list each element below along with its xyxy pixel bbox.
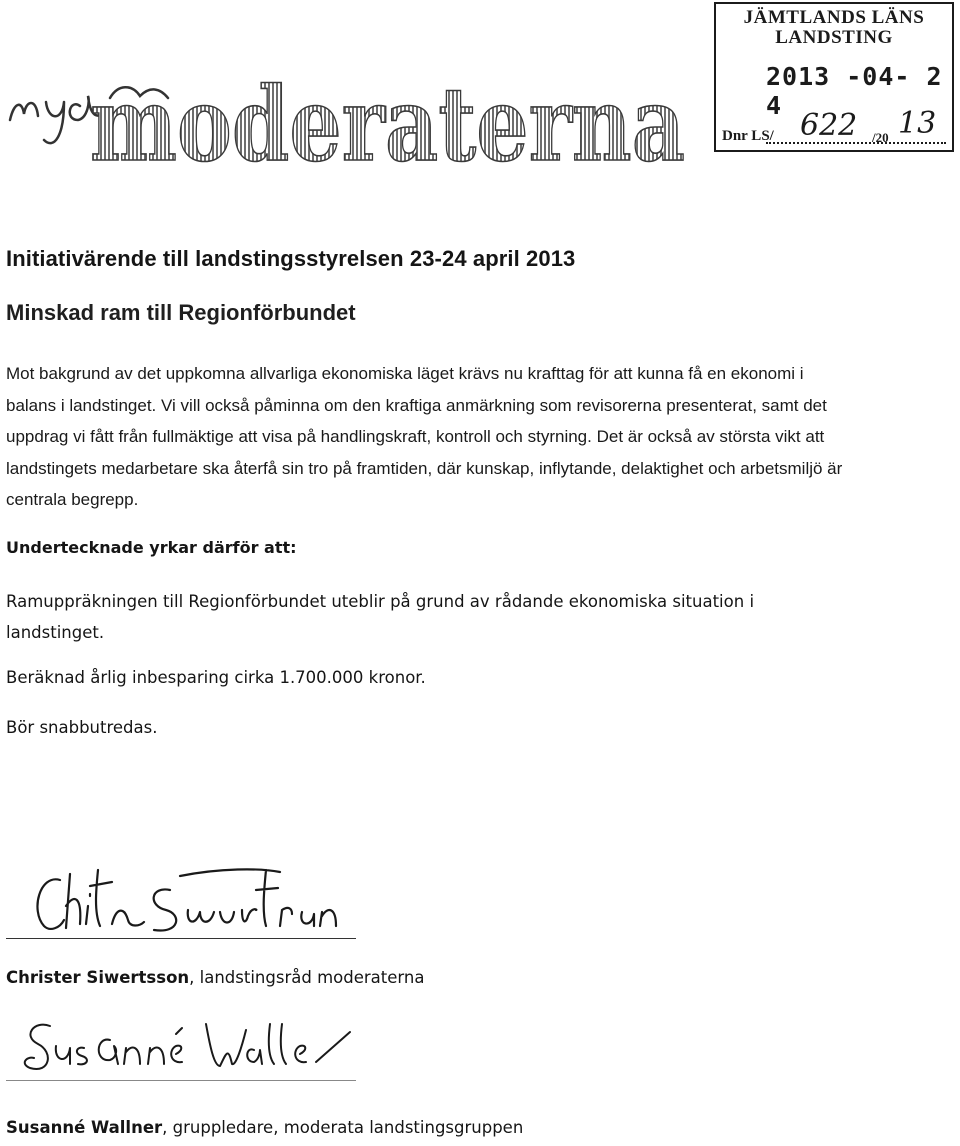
stamp-org-line2: LANDSTING [775, 27, 893, 48]
signer-1 [6, 968, 424, 987]
document-subtitle: Minskad ram till Regionförbundet [6, 300, 356, 325]
body-sentences-rest: Vi vill också påminna om den kraftiga anmärkning som revisorerna presenterat, samt det uppdrag vi fått från fullmäktige att visa på handlingskraft, kontroll och styrning. Det är också av största vikt att landstingets medarbetare ska återfå sin tro på framtiden, där kunskap, inflytande, delaktighet och arbetsmiljö är centrala begrepp. [6, 395, 843, 509]
stamp-date: 2013 -04- 2 4 [766, 62, 943, 120]
demand-paragraph: Ramuppräkningen till Regionförbundet uteblir på grund av rådande ekonomiska situation i landstinget. [6, 592, 755, 642]
signer-1-role: , landstingsråd moderaterna [189, 968, 425, 987]
stamp-dnr-number-handwritten: 622 [800, 108, 858, 143]
stamp-organization [716, 8, 952, 48]
signer-1-name: Christer Siwertsson [6, 968, 190, 987]
stamp-dnr-prefix: Dnr LS/ [722, 128, 774, 144]
stamp-org-line1: JÄMTLANDS LÄNS [743, 7, 925, 28]
signature-line-2 [6, 1080, 356, 1081]
saving-paragraph: Beräknad årlig inbesparing cirka 1.700.000 kronor. [6, 668, 426, 687]
signature-christer-siwertsson [20, 850, 360, 940]
logo-wordmark: moderaterna [90, 65, 685, 180]
body-sentence-1: Mot bakgrund av det uppkomna allvarliga ekonomiska läget krävs nu krafttag för att kunna få en ekonomi i balans i landstinget. [6, 364, 804, 415]
signature-susanne-wallner [10, 1006, 360, 1082]
registration-stamp [714, 2, 954, 152]
handwritten-signature-1 [20, 850, 360, 940]
stamp-dnr-year-prefix: /20 [872, 130, 889, 145]
stamp-dnr-row [722, 106, 946, 148]
document-title: Initiativärende till landstingsstyrelsen 23-24 april 2013 [6, 246, 576, 271]
moderaterna-logo-graphic [0, 40, 700, 180]
stamp-dnr-year-handwritten: 13 [898, 106, 937, 141]
body-paragraph [6, 358, 856, 516]
party-logo [0, 40, 700, 180]
signer-2-name: Susanné Wallner [6, 1118, 163, 1137]
signature-line-1 [6, 938, 356, 939]
section-heading: Undertecknade yrkar därför att: [6, 538, 297, 557]
signer-2-role: , gruppledare, moderata landstingsgruppen [162, 1118, 524, 1137]
signer-2 [6, 1118, 523, 1137]
handwritten-signature-2 [10, 1006, 360, 1082]
urgency-paragraph: Bör snabbutredas. [6, 718, 158, 737]
